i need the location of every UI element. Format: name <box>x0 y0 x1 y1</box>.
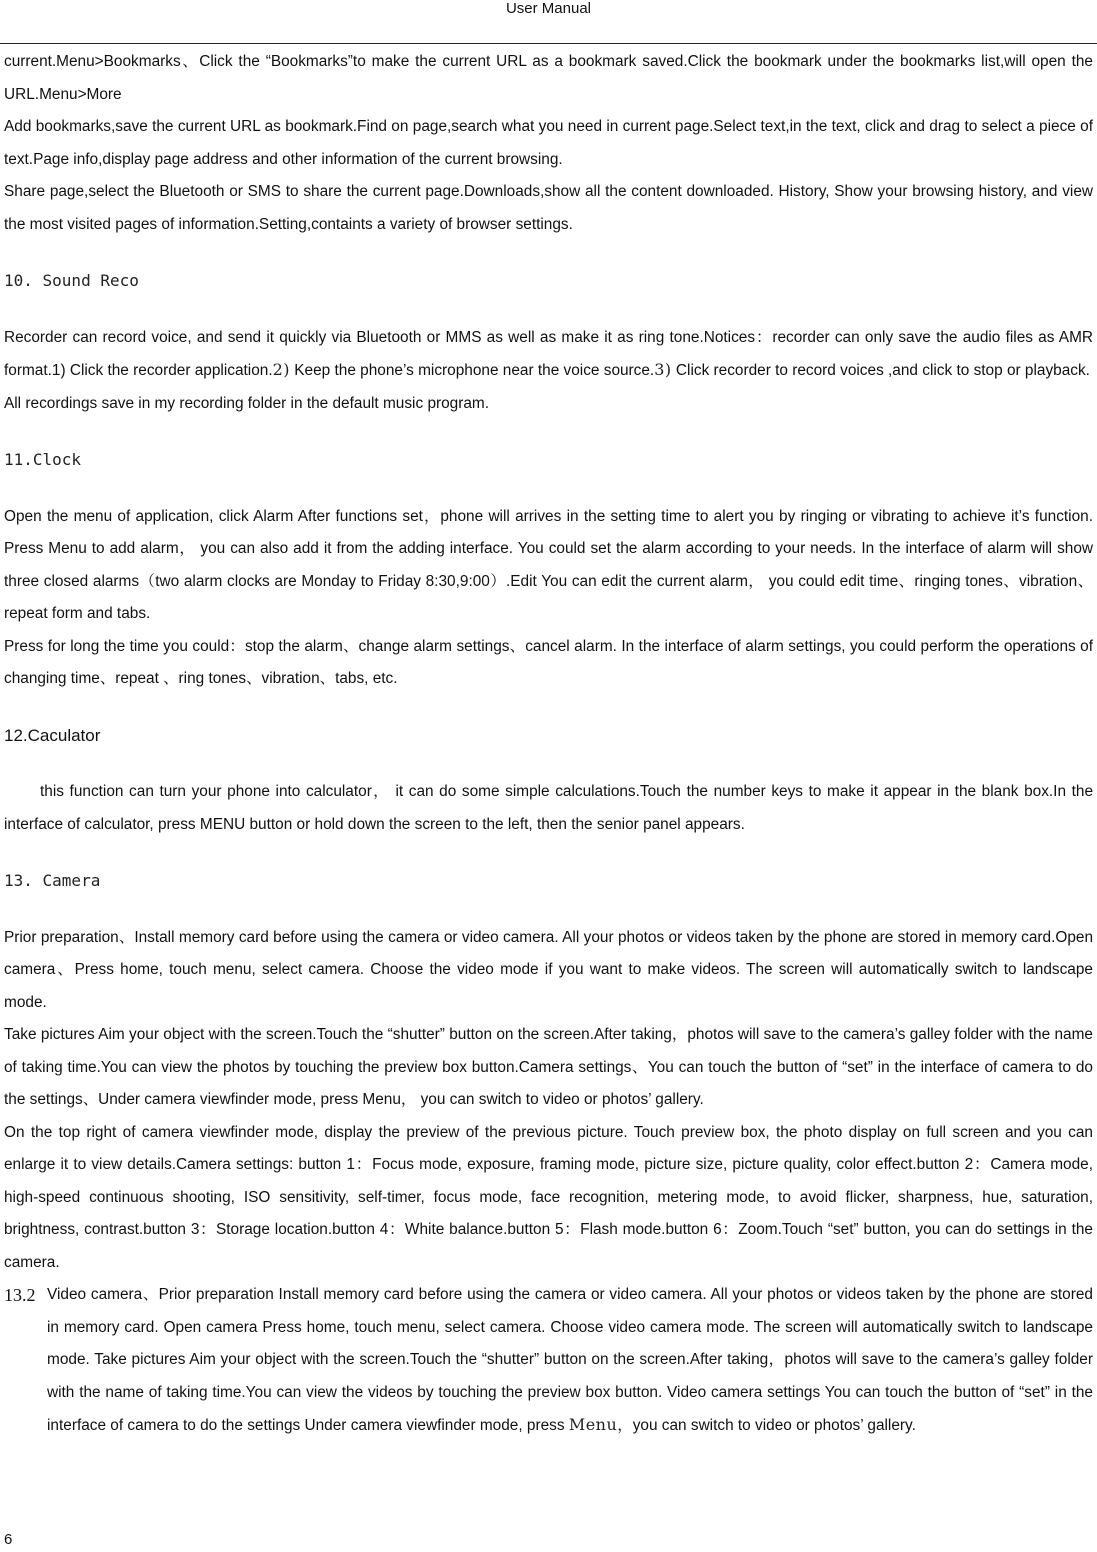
video-camera-text-end: ，you can switch to video or photos’ gallery. <box>617 1417 916 1434</box>
menu-keyword: Menu <box>568 1415 618 1434</box>
header-divider <box>0 43 1097 44</box>
paragraph-clock-settings: Press for long the time you could：stop the alarm、change alarm settings、cancel alarm. In the interface of alarm settings, you could perform the operations of changing time、repeat 、ring tones、vibration、tabs, etc. <box>4 637 1093 687</box>
section-heading-caculator: 12.Caculator <box>4 725 101 745</box>
paragraph-clock-alarm: Open the menu of application, click Alarm After functions set，phone will arrives in the setting time to alert you by ringing or vibrating to achieve it’s function. Press Menu to add alarm， you can also add it from the adding interface. You could set the alarm according to your needs. In the interface of alarm will show three closed alarms（two alarm clocks are Monday to Friday 8:30,9:00）.Edit You can edit the current alarm， you could edit time、ringing tones、vibration、repeat form and tabs. <box>4 507 1093 622</box>
step-number-2: 2) <box>272 360 291 379</box>
step-number-3: 3) <box>654 360 672 379</box>
header-title: User Manual <box>505 0 592 17</box>
page-number: 6 <box>4 1531 13 1548</box>
paragraph-camera-preparation: Prior preparation、Install memory card before using the camera or video camera. All your photos or videos taken by the phone are stored in memory card.Open camera、Press home, touch menu, select camera. Choose the video mode if you want to make videos. The screen will automatically switch to landscape mode. <box>4 928 1093 1011</box>
paragraph-share-page: Share page,select the Bluetooth or SMS to share the current page.Downloads,show all the content downloaded. History, Show your browsing history, and view the most visited pages of information.Setting,containts a variety of browser settings. <box>4 183 1093 233</box>
document-body <box>4 46 1093 1443</box>
section-heading-clock: 11.Clock <box>4 450 82 469</box>
subsection-number: 13.2 <box>4 1285 36 1305</box>
paragraph-camera-settings: On the top right of camera viewfinder mode, display the preview of the previous picture. Touch preview box, the photo display on full screen and you can enlarge it to view details.Camera settings: button 1：Focus mode, exposure, framing mode, picture size, picture quality, color effect.button 2：Camera mode, high-speed continuous shooting, ISO sensitivity, self-timer, focus mode, face recognition, metering mode, to avoid flicker, sharpness, hue, saturation, brightness, contrast.button 3：Storage location.button 4：White balance.button 5：Flash mode.button 6：Zoom.Touch “set” button, you can do settings in the camera. <box>4 1123 1093 1271</box>
section-heading-sound-reco: 10. Sound Reco <box>4 271 139 290</box>
paragraph-recordings-folder: All recordings save in my recording folder in the default music program. <box>4 394 490 412</box>
paragraph-more-options: Add bookmarks,save the current URL as bookmark.Find on page,search what you need in current page.Select text,in the text, click and drag to select a piece of text.Page info,display page address and other information of the current browsing. <box>4 118 1093 168</box>
subsection-video-camera <box>4 1279 1093 1443</box>
page-header <box>0 0 1097 22</box>
section-heading-camera: 13. Camera <box>4 871 101 890</box>
recorder-text-c: Click recorder to record voices ,and click to stop or playback. <box>671 362 1090 379</box>
paragraph-bookmarks: current.Menu>Bookmarks、Click the “Bookmarks”to make the current URL as a bookmark saved.Click the bookmark under the bookmarks list,will open the URL.Menu>More <box>4 53 1093 103</box>
video-camera-text: Video camera、Prior preparation Install memory card before using the camera or video camera. All your photos or videos taken by the phone are stored in memory card. Open camera Press home, touch menu, select camera. Choose video camera mode. The screen will automatically switch to landscape mode. Take pictures Aim your object with the screen.Touch the “shutter” button on the screen.After taking，photos will save to the camera’s galley folder with the name of taking time.You can view the videos by touching the preview box button. Video camera settings You can touch the button of “set” in the interface of camera to do the settings Under camera viewfinder mode, press <box>47 1286 1093 1434</box>
recorder-text-a: Recorder can record voice, and send it quickly via Bluetooth or MMS as well as make it as ring tone.Notices：recorder can only save the audio files as AMR format.1) Click the recorder application. <box>4 328 1093 379</box>
paragraph-video-camera <box>47 1279 1093 1443</box>
paragraph-recorder <box>4 322 1093 388</box>
paragraph-calculator: this function can turn your phone into calculator， it can do some simple calculations.Touch the number keys to make it appear in the blank box.In the interface of calculator, press MENU button or hold down the screen to the left, then the senior panel appears. <box>4 783 1093 833</box>
recorder-text-b: Keep the phone’s microphone near the voice source. <box>290 362 655 379</box>
paragraph-take-pictures: Take pictures Aim your object with the screen.Touch the “shutter” button on the screen.After taking，photos will save to the camera’s galley folder with the name of taking time.You can view the photos by touching the preview box button.Camera settings、You can touch the button of “set” in the interface of camera to do the settings、Under camera viewfinder mode, press Menu， you can switch to video or photos’ gallery. <box>4 1026 1093 1108</box>
